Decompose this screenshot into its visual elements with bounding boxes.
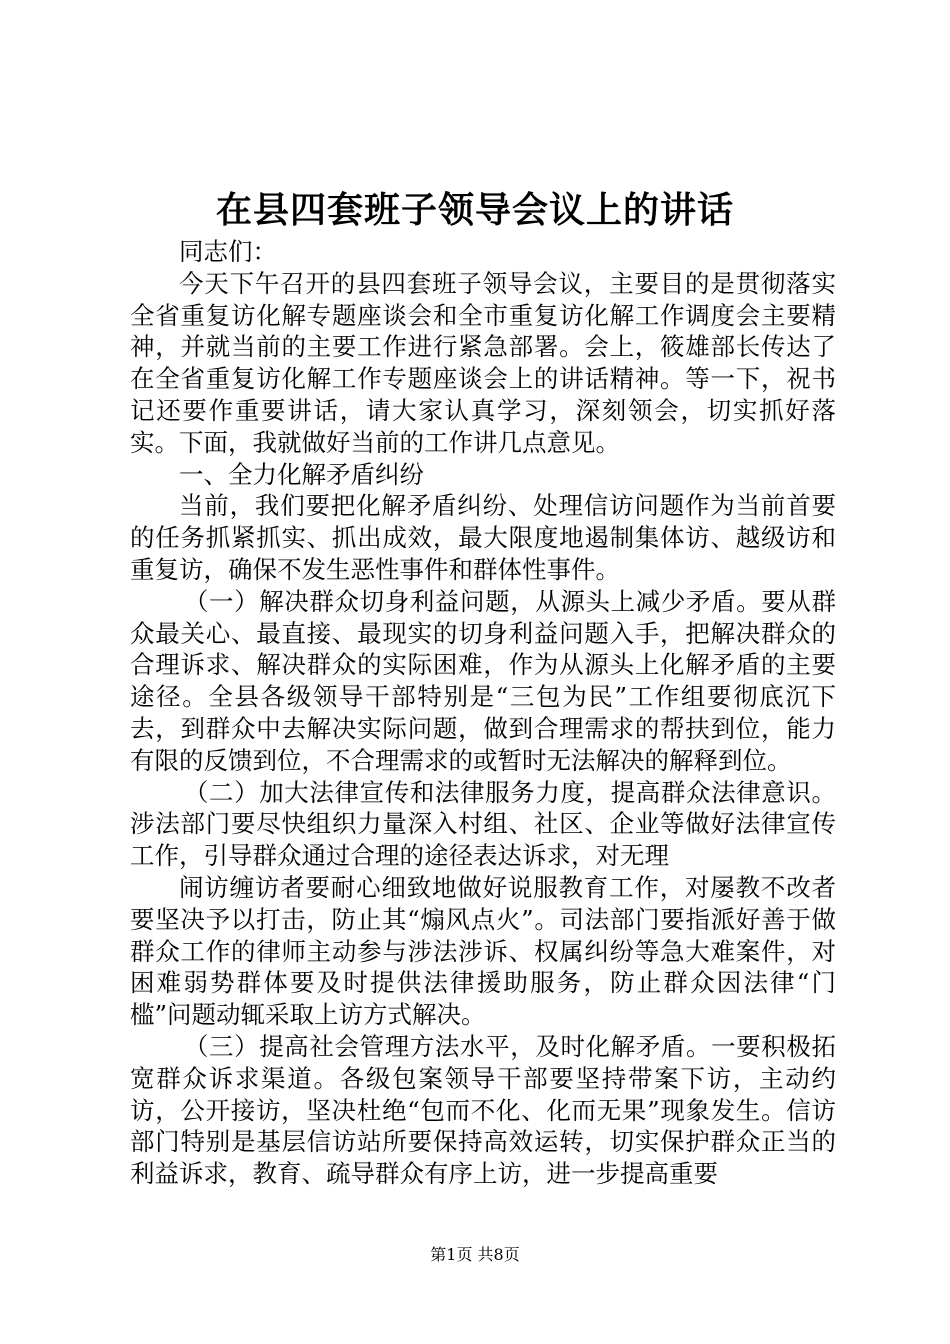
document-body [130, 236, 836, 1190]
body-paragraph: 闹访缠访者要耐心细致地做好说服教育工作，对屡教不改者要坚决予以打击，防止其“煽风点火”。司法部门要指派好善于做群众工作的律师主动参与涉法涉诉、权属纠纷等急大难案件，对困难弱势群体要及时提供法律援助服务，防止群众因法律“门槛”问题动辄采取上访方式解决。 [130, 872, 836, 1030]
page-number: 第1页 共8页 [430, 1245, 520, 1264]
document-title: 在县四套班子领导会议上的讲话 [215, 189, 734, 231]
subsection-paragraph: （三）提高社会管理方法水平，及时化解矛盾。一要积极拓宽群众诉求渠道。各级包案领导干部要坚持带案下访，主动约访，公开接访，坚决杜绝“包而不化、化而无果”现象发生。信访部门特别是基层信访站所要保持高效运转，切实保护群众正当的利益诉求，教育、疏导群众有序上访，进一步提高重要 [130, 1031, 836, 1189]
subsection-paragraph: （一）解决群众切身利益问题，从源头上减少矛盾。要从群众最关心、最直接、最现实的切身利益问题入手，把解决群众的合理诉求、解决群众的实际困难，作为从源头上化解矛盾的主要途径。全县各级领导干部特别是“三包为民”工作组要彻底沉下去，到群众中去解决实际问题，做到合理需求的帮扶到位，能力有限的反馈到位，不合理需求的或暂时无法解决的解释到位。 [130, 586, 836, 775]
body-paragraph: 当前，我们要把化解矛盾纠纷、处理信访问题作为当前首要的任务抓紧抓实、抓出成效，最大限度地遏制集体访、越级访和重复访，确保不发生恶性事件和群体性事件。 [130, 491, 836, 584]
section-heading: 一、全力化解矛盾纠纷 [179, 459, 424, 489]
intro-paragraph: 今天下午召开的县四套班子领导会议，主要目的是贯彻落实全省重复访化解专题座谈会和全市重复访化解工作调度会主要精神，并就当前的主要工作进行紧急部署。会上，筱雄部长传达了在全省重复访化解工作专题座谈会上的讲话精神。等一下，祝书记还要作重要讲话，请大家认真学习，深刻领会，切实抓好落实。下面，我就做好当前的工作讲几点意见。 [130, 268, 836, 457]
subsection-paragraph: （二）加大法律宣传和法律服务力度，提高群众法律意识。涉法部门要尽快组织力量深入村组、社区、企业等做好法律宣传工作，引导群众通过合理的途径表达诉求，对无理 [130, 777, 836, 871]
salutation-paragraph: 同志们： [179, 237, 277, 266]
